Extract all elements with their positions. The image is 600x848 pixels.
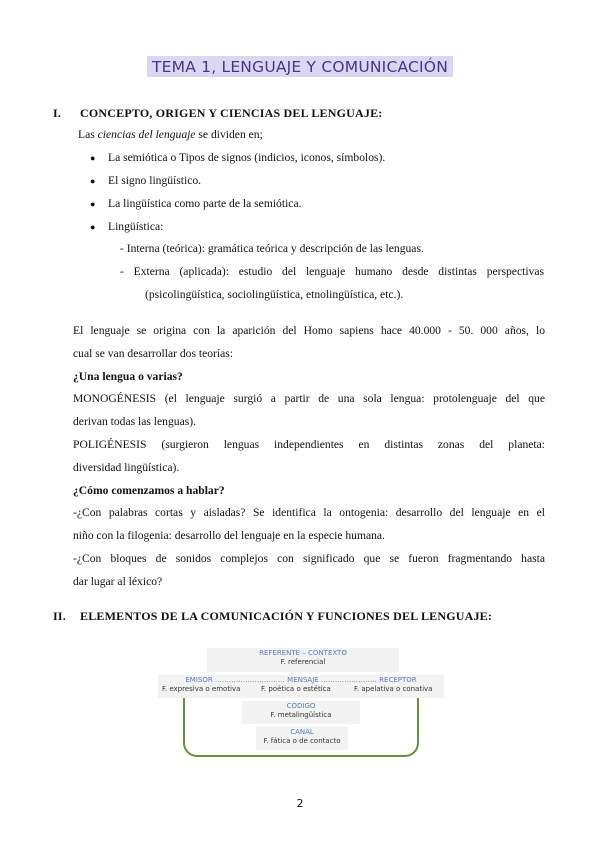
f-poetica-label: F. poética o estética [261, 685, 331, 693]
f-apelativa-label: F. apelativa o conativa [354, 685, 433, 693]
canal-box [256, 727, 348, 750]
monogenesis-line-2: derivan todas las lenguas). [73, 415, 196, 428]
answer-two-line-1: -¿Con bloques de sonidos complejos con significado que se fueron fragmentando hasta [73, 552, 545, 565]
section-1-heading [53, 106, 382, 121]
bullet-icon: ● [90, 199, 96, 209]
bullet-icon: ● [90, 153, 96, 163]
poligenesis-line-1: POLIGÉNESIS (surgieron lenguas independientes en distintas zonas del planeta: [73, 438, 545, 451]
intro-text-pre: Las [78, 128, 98, 141]
f-referencial-label: F. referencial [280, 658, 326, 666]
emisor-mensaje-receptor-box [158, 675, 444, 698]
answer-two-line-2: dar lugar al léxico? [73, 575, 163, 588]
bullet-item: La semiótica o Tipos de signos (indicios, iconos, símbolos). [108, 151, 386, 164]
origin-paragraph-line-1: El lenguaje se origina con la aparición del Homo sapiens hace 40.000 - 50. 000 años, lo [73, 324, 545, 337]
intro-text-emphasis: ciencias del lenguaje [97, 128, 196, 141]
sub-item-externa-continued: (psicolingüística, sociolingüística, etnolingüística, etc.). [145, 288, 404, 301]
f-fatica-label: F. fática o de contacto [263, 737, 341, 745]
intro-paragraph [78, 128, 263, 141]
bullet-icon: ● [90, 222, 96, 232]
section-2-heading [53, 609, 492, 624]
section-2-number: II. [53, 609, 66, 623]
section-2-title: ELEMENTOS DE LA COMUNICACIÓN Y FUNCIONES DEL LENGUAJE: [80, 609, 493, 623]
page-number: 2 [296, 797, 304, 810]
section-1-title: CONCEPTO, ORIGEN Y CIENCIAS DEL LENGUAJE: [80, 106, 383, 120]
origin-paragraph-line-2: cual se van desarrollar dos teorías: [73, 347, 233, 360]
poligenesis-line-2: diversidad lingüística). [73, 461, 180, 474]
sub-item-interna: - Interna (teórica): gramática teórica y descripción de las lenguas. [120, 242, 424, 255]
referente-box [207, 648, 399, 672]
f-metalinguistica-label: F. metalingüística [270, 711, 332, 719]
codigo-label: CÓDIGO [286, 702, 316, 710]
monogenesis-line-1: MONOGÉNESIS (el lenguaje surgió a partir de una sola lengua: protolenguaje del que [73, 392, 545, 405]
f-expresiva-label: F. expresiva o emotiva [162, 685, 241, 693]
codigo-box [242, 701, 360, 724]
emisor-mensaje-receptor-label: EMISOR ………………………… MENSAJE …………………… RECEPTOR [185, 676, 417, 684]
document-title: TEMA 1, LENGUAJE Y COMUNICACIÓN [147, 56, 453, 77]
referente-label: REFERENTE – CONTEXTO [259, 649, 347, 657]
bullet-item: El signo lingüístico. [108, 174, 202, 187]
functions-row [158, 685, 444, 694]
answer-one-line-2: niño con la filogenia: desarrollo del lenguaje en la especie humana. [73, 529, 385, 542]
answer-one-line-1: -¿Con palabras cortas y aisladas? Se identifica la ontogenia: desarrollo del lenguaje en el [73, 506, 545, 519]
sub-item-externa: - Externa (aplicada): estudio del lenguaje humano desde distintas perspectivas [120, 265, 544, 278]
canal-label: CANAL [290, 728, 314, 736]
section-1-number: I. [53, 106, 62, 120]
bullet-item: Lingüística: [108, 220, 164, 233]
bullet-icon: ● [90, 176, 96, 186]
question-one-language: ¿Una lengua o varias? [73, 370, 183, 383]
bullet-item: La lingüística como parte de la semiótica. [108, 197, 302, 210]
intro-text-post: se dividen en; [195, 128, 263, 141]
question-how-speak: ¿Cómo comenzamos a hablar? [73, 484, 225, 497]
